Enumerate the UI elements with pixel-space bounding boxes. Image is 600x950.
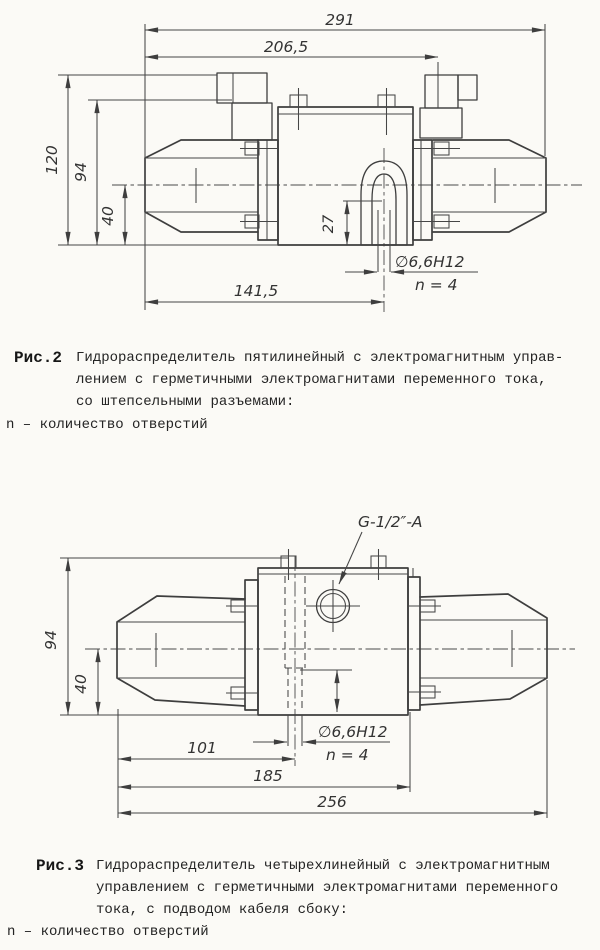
figure2-caption-note: n – количество отверстий	[6, 417, 208, 433]
figure3-drawing	[42, 513, 575, 818]
caption-line: Гидрораспределитель четырехлинейный с электромагнитным	[96, 858, 550, 874]
figure3-caption-label: Рис.3	[36, 857, 85, 875]
caption-line: управлением с герметичными электромагнитами переменного	[96, 880, 559, 896]
fig2-dim-axis-height: 40	[99, 206, 117, 226]
fig3-dim-hole-offset: 101	[187, 739, 217, 757]
fig2-dim-overall-height: 120	[43, 145, 61, 175]
fig2-dimensions	[43, 11, 545, 302]
fig3-hole-count: n = 4	[326, 746, 369, 764]
fig2-hole-spec: ∅6,6H12	[395, 253, 465, 271]
figure2-caption	[14, 347, 563, 413]
figure3-caption-text	[96, 855, 558, 921]
fig2-dim-sub-width: 206,5	[263, 38, 309, 56]
figure2-caption-text	[76, 347, 563, 413]
fig3-port	[306, 580, 360, 632]
fig2-right-electromagnet	[413, 140, 546, 240]
fig3-hole-spec: ∅6,6H12	[318, 723, 388, 741]
figure2-caption-label: Рис.2	[14, 349, 63, 367]
figure3-caption	[36, 855, 558, 921]
fig2-hole-count: n = 4	[415, 276, 458, 294]
fig2-dim-body-height: 94	[72, 162, 90, 182]
caption-line: тока, с подводом кабеля сбоку:	[96, 902, 349, 918]
fig3-dim-overall-width: 256	[317, 793, 347, 811]
fig2-left-electromagnet	[145, 140, 278, 240]
fig3-valve-body	[258, 549, 413, 715]
figure2-drawing	[43, 11, 582, 312]
fig3-dim-body-height: 94	[42, 630, 60, 650]
caption-line: лением с герметичными электромагнитами переменного тока,	[76, 372, 547, 388]
fig2-left-connector	[217, 73, 272, 140]
fig3-right-electromagnet	[408, 577, 547, 710]
fig2-dim-overall-width: 291	[325, 11, 355, 29]
fig2-right-connector	[420, 75, 477, 138]
fig2-dim-hole-offset: 141,5	[233, 282, 279, 300]
fig2-dim-hole-depth: 27	[321, 214, 337, 234]
fig3-dim-flange-offset: 185	[253, 767, 283, 785]
figure3-caption-note: n – количество отверстий	[7, 924, 209, 940]
caption-line: со штепсельными разъемами:	[76, 394, 295, 410]
fig3-dim-axis-height: 40	[72, 674, 90, 694]
fig2-valve-body	[278, 88, 413, 245]
caption-line: Гидрораспределитель пятилинейный с электромагнитным управ-	[76, 350, 564, 366]
fig3-left-electromagnet	[117, 580, 258, 710]
fig2-extension-lines	[58, 24, 545, 310]
fig3-port-callout	[339, 513, 423, 584]
fig3-port-label: G-1/2″-A	[358, 513, 423, 531]
